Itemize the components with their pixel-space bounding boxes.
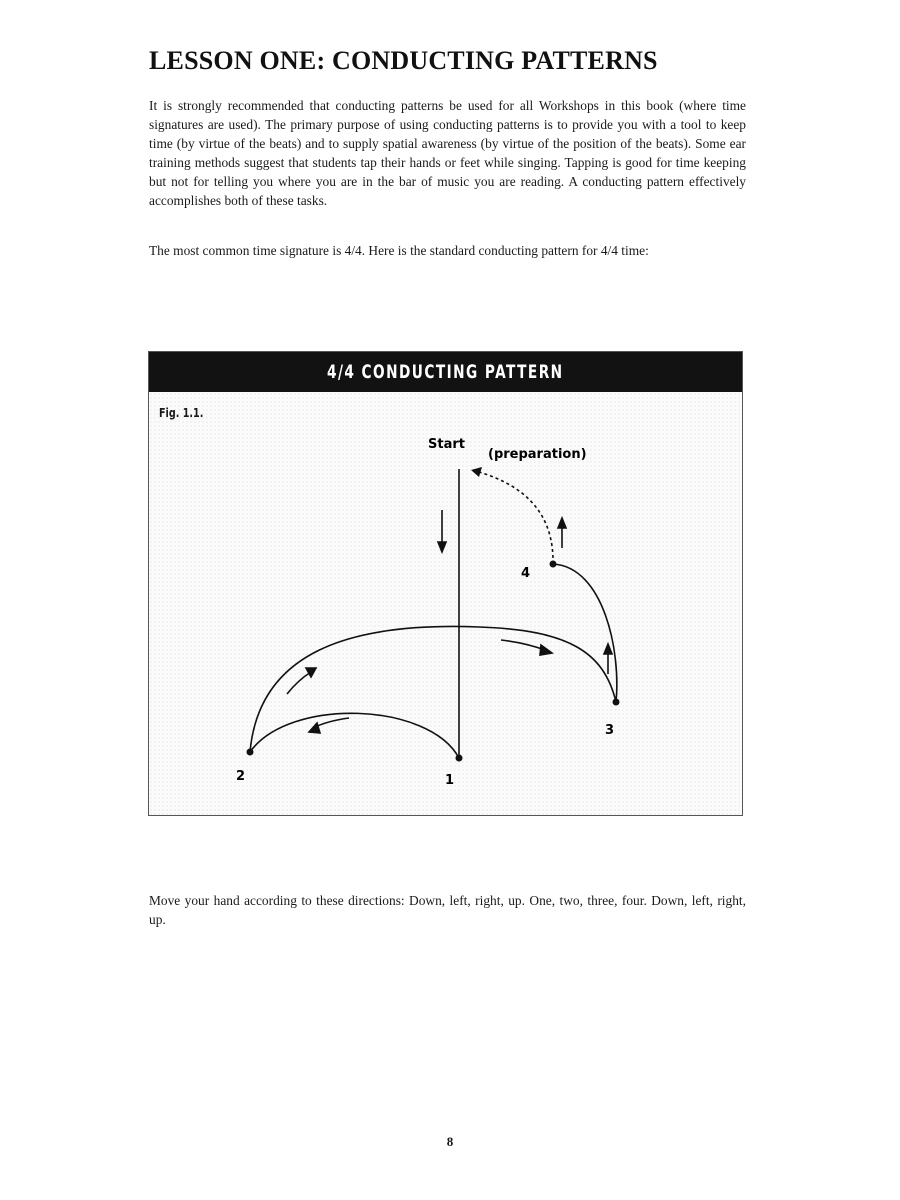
preparation-arrowhead — [471, 467, 482, 477]
time-signature-paragraph: The most common time signature is 4/4. Here is the standard conducting pattern for 4/4 time: — [149, 243, 649, 258]
preparation-path — [479, 472, 553, 564]
up-right-arrow-icon — [287, 668, 316, 694]
beat-2-label: 2 — [236, 769, 246, 784]
right-arrow-icon — [501, 640, 552, 655]
beat-3-point — [613, 699, 620, 706]
preparation-label: (preparation) — [488, 447, 587, 462]
beat-1-label: 1 — [445, 773, 455, 788]
directions-paragraph: Move your hand according to these directions: Down, left, right, up. One, two, three, four. Down, left, right, up. — [149, 893, 746, 927]
down-arrow-icon — [438, 510, 446, 552]
path-beat3-to-beat4 — [553, 564, 617, 702]
path-beat1-to-beat2 — [250, 713, 459, 758]
start-label: Start — [428, 437, 465, 452]
figure-label: Fig. 1.1. — [159, 406, 204, 420]
beat-1-point — [456, 755, 463, 762]
beat-2-point — [247, 749, 254, 756]
conducting-diagram — [149, 352, 744, 817]
figure-banner-text: 4/4 CONDUCTING PATTERN — [327, 361, 564, 383]
intro-paragraph: It is strongly recommended that conducting patterns be used for all Workshops in this book (where time signatures are used). The primary purpose of using conducting patterns is to provide you with a tool to keep time (by virtue of the beats) and to supply spatial awareness (by virtue of the position of the beats). Some ear training methods suggest that students tap their hands or feet while singing. Tapping is good for time keeping but not for telling you where you are in the bar of music you are reading. A conducting pattern effectively accomplishes both of these tasks. — [149, 98, 746, 208]
beat-4-point — [550, 561, 557, 568]
up-arrow-icon — [604, 644, 612, 674]
up-arrow-icon — [558, 518, 566, 548]
conducting-pattern-figure — [148, 351, 743, 816]
beat-4-label: 4 — [521, 566, 531, 581]
page-number: 8 — [446, 1134, 454, 1149]
beat-3-label: 3 — [605, 723, 615, 738]
page-title: LESSON ONE: CONDUCTING PATTERNS — [149, 46, 658, 75]
left-arrow-icon — [309, 718, 349, 733]
